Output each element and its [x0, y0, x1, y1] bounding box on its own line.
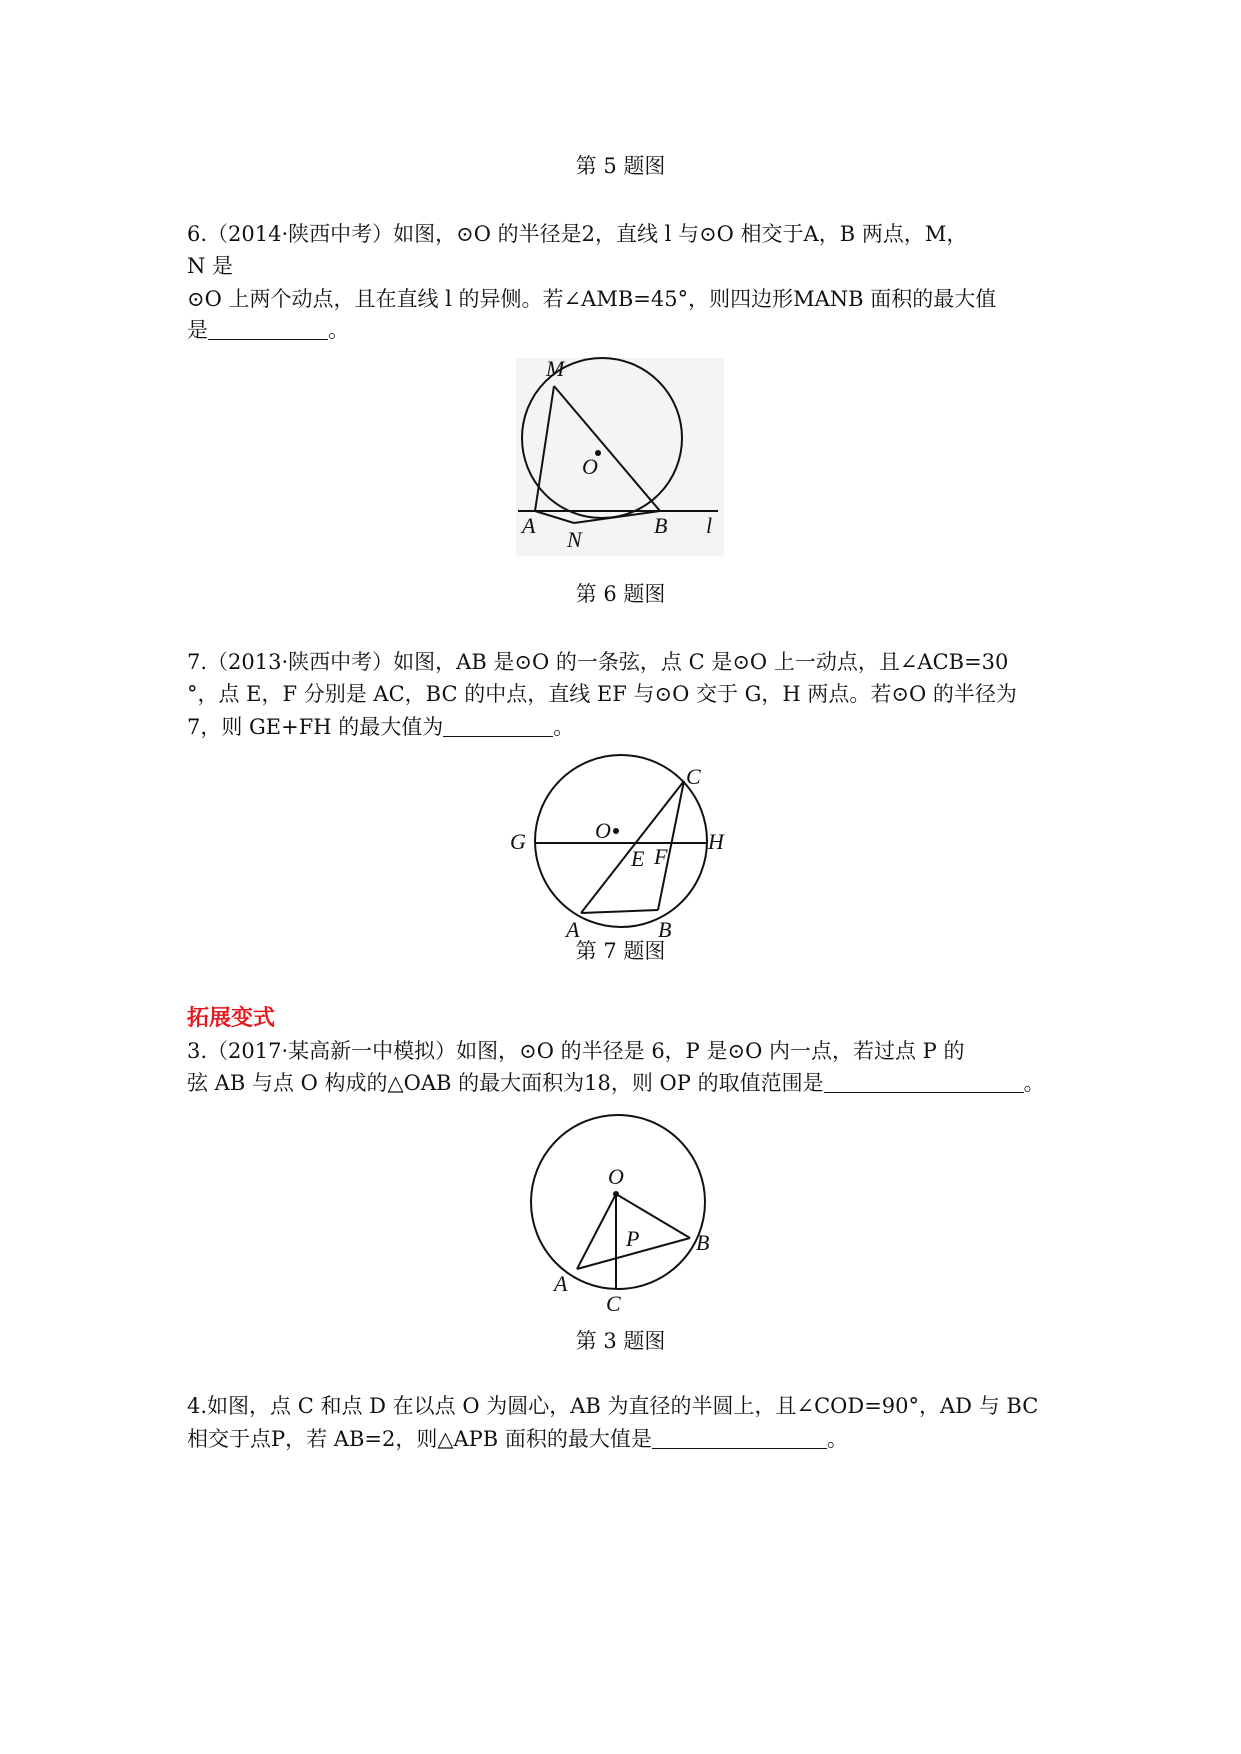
q6-label-B: B — [654, 513, 668, 538]
figure-5-caption: 第 5 题图 — [575, 154, 666, 178]
ext-q3-text-line-2 — [187, 1067, 1067, 1097]
figure-7-caption: 第 7 题图 — [575, 939, 666, 963]
q7-text-line-2: °，点 E，F 分别是 AC，BC 的中点，直线 EF 与⊙O 交于 G，H 两点。若⊙O 的半径为 — [187, 682, 1017, 706]
ext-q3-text-line-1: 3.（2017·某高新一中模拟）如图，⊙O 的半径是 6，P 是⊙O 内一点，若过点 P 的 — [187, 1039, 965, 1063]
q7-text-line-1: 7.（2013·陕西中考）如图，AB 是⊙O 的一条弦，点 C 是⊙O 上一动点，且∠ACB=30 — [187, 650, 1009, 674]
ext-q3-circle — [531, 1115, 705, 1289]
ext-q3-label-A: A — [554, 1271, 568, 1296]
q6-label-N: N — [567, 527, 582, 552]
q7-figure — [510, 750, 750, 950]
ext-q4-line2-end: 。 — [826, 1427, 848, 1451]
q6-text-line-1: 6.（2014·陕西中考）如图，⊙O 的半径是2，直线 l 与⊙O 相交于A，B 两点，M， — [187, 222, 968, 246]
ext-q3-line2-end: 。 — [1023, 1071, 1045, 1095]
q7-label-H: H — [708, 829, 724, 854]
q7-circle — [535, 755, 707, 927]
q7-center-dot — [613, 828, 619, 834]
q7-answer-blank[interactable] — [443, 716, 553, 737]
q7-label-F: F — [654, 844, 668, 869]
ext-q3-label-C: C — [606, 1291, 621, 1316]
figure-6-caption: 第 6 题图 — [575, 582, 666, 606]
q7-label-C: C — [686, 764, 701, 789]
q7-label-A: A — [566, 917, 580, 942]
q6-text-line-2: N 是 — [187, 254, 234, 278]
ext-q3-segment-OA — [577, 1194, 616, 1269]
q6-figure — [510, 358, 730, 558]
q6-label-l: l — [706, 513, 713, 538]
ext-q3-center-dot — [613, 1191, 619, 1197]
ext-q3-label-P: P — [626, 1226, 640, 1251]
q6-label-O: O — [582, 454, 598, 479]
ext-q3-figure — [530, 1115, 730, 1315]
ext-q4-text-line-2 — [187, 1423, 1067, 1453]
ext-q3-label-B: B — [696, 1230, 710, 1255]
q7-label-G: G — [510, 829, 526, 854]
ext-q4-answer-blank[interactable] — [652, 1428, 827, 1449]
ext-q3-answer-blank[interactable] — [824, 1072, 1024, 1093]
q7-segment-AB — [581, 910, 658, 913]
q6-line4-text: 是 — [187, 318, 208, 342]
q6-figure-background — [516, 358, 724, 556]
q6-text-line-3: ⊙O 上两个动点，且在直线 l 的异侧。若∠AMB=45°，则四边形MANB 面积的最大值 — [187, 287, 997, 311]
ext-q3-label-O: O — [608, 1164, 624, 1189]
figure-3-caption: 第 3 题图 — [575, 1329, 666, 1353]
ext-q3-line2-text: 弦 AB 与点 O 构成的△OAB 的最大面积为18，则 OP 的取值范围是 — [187, 1071, 824, 1095]
q6-label-A: A — [522, 513, 536, 538]
ext-q4-line2-text: 相交于点P，若 AB=2，则△APB 面积的最大值是 — [187, 1427, 652, 1451]
ext-q4-text-line-1: 4.如图，点 C 和点 D 在以点 O 为圆心，AB 为直径的半圆上，且∠COD=90°，AD 与 BC — [187, 1394, 1039, 1418]
q6-line4-end: 。 — [328, 318, 349, 342]
q6-text-line-4 — [187, 314, 1067, 344]
q6-answer-blank[interactable] — [208, 319, 328, 340]
q7-line3-end: 。 — [553, 715, 575, 739]
extension-heading: 拓展变式 — [187, 1006, 276, 1031]
q7-line3-text: 7，则 GE+FH 的最大值为 — [187, 715, 444, 739]
q6-label-M: M — [546, 356, 565, 381]
q7-label-O: O — [595, 818, 611, 843]
q7-label-B: B — [658, 917, 672, 942]
q7-label-E: E — [631, 846, 645, 871]
q7-text-line-3 — [187, 711, 1067, 741]
